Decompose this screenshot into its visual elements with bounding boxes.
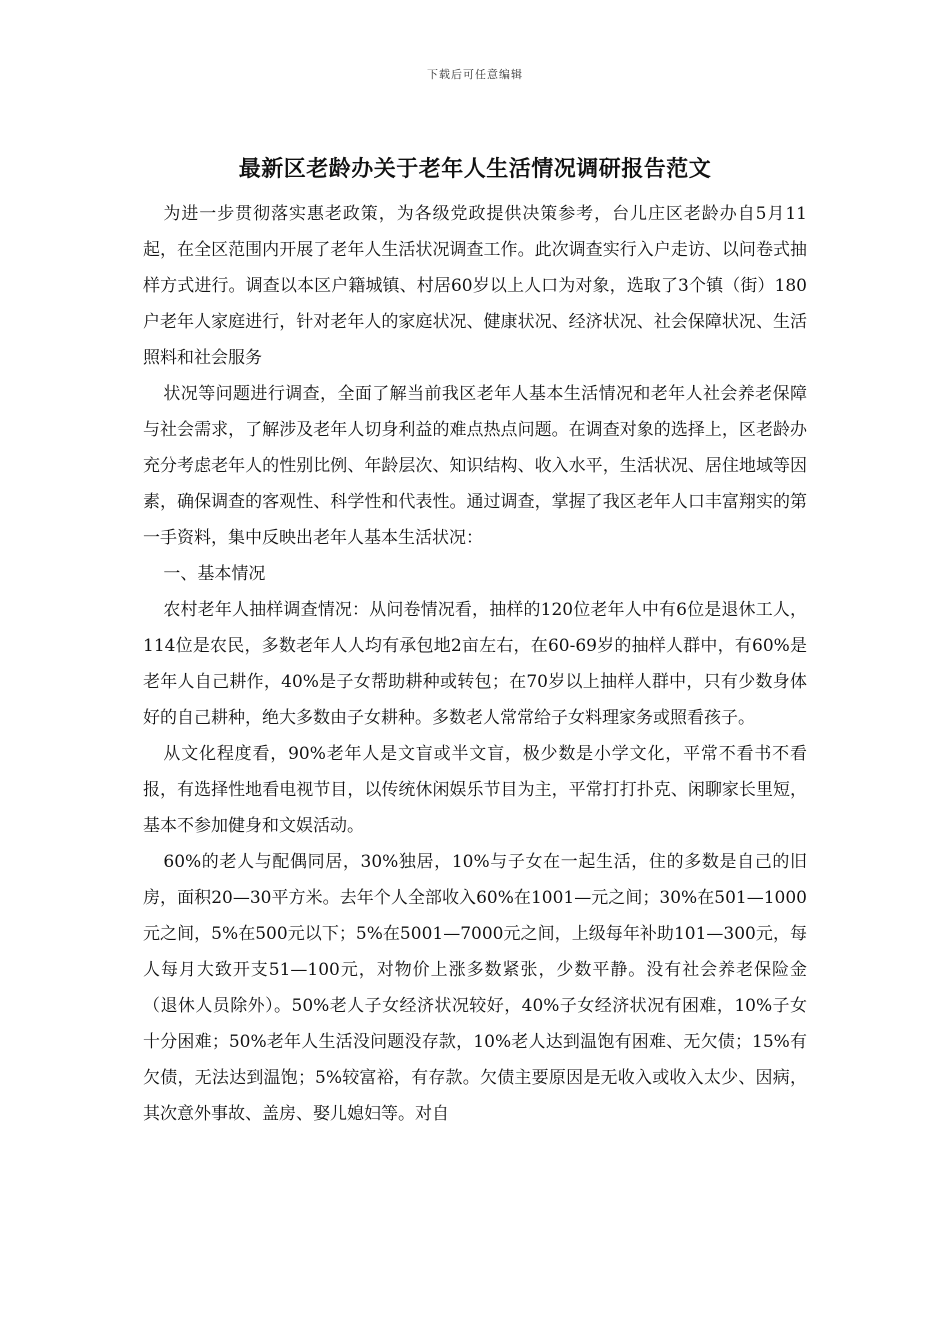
paragraph-education-level: 从文化程度看，90%老年人是文盲或半文盲，极少数是小学文化，平常不看书不看报，有选择性地看电视节目，以传统休闲娱乐节目为主，平常打打扑克、闲聊家长里短，基本不参加健身和文娱活动。 (143, 744, 807, 836)
paragraph-survey-scope: 状况等问题进行调查，全面了解当前我区老年人基本生活情况和老年人社会养老保障与社会需求，了解涉及老年人切身利益的难点热点问题。在调查对象的选择上，区老龄办充分考虑老年人的性别比例、年龄层次、知识结构、收入水平，生活状况、居住地域等因素，确保调查的客观性、科学性和代表性。通过调查，掌握了我区老年人口丰富翔实的第一手资料，集中反映出老年人基本生活状况： (143, 384, 807, 548)
document-body (143, 196, 807, 1132)
paragraph-rural-sampling: 农村老年人抽样调查情况：从问卷情况看，抽样的120位老年人中有6位是退休工人，114位是农民，多数老年人人均有承包地2亩左右，在60-69岁的抽样人群中，有60%是老年人自己耕作，40%是子女帮助耕种或转包；在70岁以上抽样人群中，只有少数身体好的自己耕种，绝大多数由子女耕种。多数老人常常给子女料理家务或照看孩子。 (143, 600, 807, 728)
section-heading-basic-info: 一、基本情况 (163, 564, 266, 584)
paragraph-intro: 为进一步贯彻落实惠老政策，为各级党政提供决策参考，台儿庄区老龄办自5月11起，在全区范围内开展了老年人生活状况调查工作。此次调查实行入户走访、以问卷式抽样方式进行。调查以本区户籍城镇、村居60岁以上人口为对象，选取了3个镇（街）180户老年人家庭进行，针对老年人的家庭状况、健康状况、经济状况、社会保障状况、生活照料和社会服务 (143, 204, 807, 368)
paragraph-living-economy: 60%的老人与配偶同居，30%独居，10%与子女在一起生活，住的多数是自己的旧房，面积20—30平方米。去年个人全部收入60%在1001—元之间；30%在501—1000元之间，5%在500元以下；5%在5001—7000元之间，上级每年补助101—300元，每人每月大致开支51—100元，对物价上涨多数紧张，少数平静。没有社会养老保险金（退休人员除外）。50%老人子女经济状况较好，40%子女经济状况有困难，10%子女十分困难；50%老年人生活没问题没存款，10%老人达到温饱有困难、无欠债；15%有欠债，无法达到温饱；5%较富裕，有存款。欠债主要原因是无收入或收入太少、因病，其次意外事故、盖房、娶儿媳妇等。对自 (143, 852, 807, 1124)
document-title: 最新区老龄办关于老年人生活情况调研报告范文 (238, 156, 712, 182)
page-header-note: 下载后可任意编辑 (427, 68, 523, 81)
